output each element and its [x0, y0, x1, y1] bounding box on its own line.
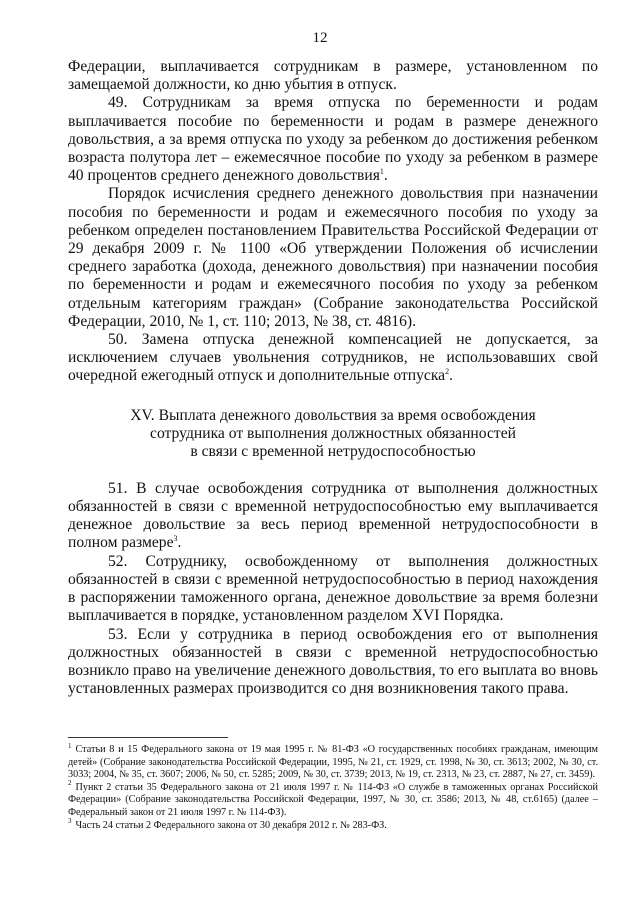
section-heading — [68, 407, 598, 462]
section-heading-line: сотрудника от выполнения должностных обязанностей — [150, 425, 516, 443]
paragraph-continuation: Федерации, выплачивается сотрудникам в размере, установленном по замещаемой должности, ко дню убытия в отпуск. — [68, 58, 598, 94]
footnotes — [68, 741, 598, 832]
footnote-separator — [68, 737, 228, 738]
paragraph-53: 53. Если у сотрудника в период освобождения его от выполнения должностных обязанностей в связи с временной нетрудоспособностью возникло право на увеличение денежного довольствия, то его выплата во вновь установленных размерах производится со дня возникновения такого права. — [68, 625, 598, 698]
footnote-ref-2: 2 — [445, 367, 450, 377]
paragraph-51: 51. В случае освобождения сотрудника от выполнения должностных обязанностей в связи с временной нетрудоспособностью ему выплачивается денежное довольствие за весь период временной нетрудоспособности в полном размере$^3$. — [68, 479, 598, 552]
main-text — [68, 58, 598, 698]
footnote-ref-1: 1 — [379, 167, 384, 177]
paragraph-50: 50. Замена отпуска денежной компенсацией не допускается, за исключением случаев увольнения сотрудников, не использовавших свой очередной ежегодный отпуск и дополнительные отпуска$^2$. — [68, 331, 598, 385]
footnote-ref-3: 3 — [173, 534, 178, 544]
footnote-2: $^2$ Пункт 2 статьи 35 Федерального закона от 21 июля 1997 г. № 114-ФЗ «О службе в таможенных органах Российской Федерации» (Собрание законодательства Российской Федерации, 1997, № 30, ст. 3586; 2013, № 48, ст.6165) (далее – Федеральный закон от 21 июля 1997 г. № 114-ФЗ). — [68, 779, 598, 818]
section-heading-line: XV. Выплата денежного довольствия за время освобождения — [130, 406, 536, 424]
page-number: 12 — [312, 30, 328, 46]
footnote-3: $^3$ Часть 24 статьи 2 Федерального закона от 30 декабря 2012 г. № 283-ФЗ. — [68, 817, 387, 831]
paragraph-49: 49. Сотрудникам за время отпуска по беременности и родам выплачивается пособие по беременности и родам в размере денежного довольствия, а за время отпуска по уходу за ребенком до достижения ребенком возраста полутора лет – ежемесячное пособие по уходу за ребенком в размере 40 процентов среднего денежного довольствия$^1$. — [68, 94, 598, 185]
footnote-1: $^1$ Статьи 8 и 15 Федерального закона от 19 мая 1995 г. № 81-ФЗ «О государственных пособиях гражданам, имеющим детей» (Собрание законодательства Российской Федерации, 1995, № 21, ст. 1929, ст. 1998, № 30, ст. 3613; 2002, № 30, ст. 3033; 2004, № 35, ст. 3607; 2006, № 50, ст. 5285; 2009, № 30, ст. 3739; 2013, № 19, ст. 2313, № 23, ст. 2887, № 27, ст. 3459). — [68, 741, 598, 781]
paragraph-average-calc: Порядок исчисления среднего денежного довольствия при назначении пособия по беременности и родам и ежемесячного пособия по уходу за ребенком определен постановлением Правительства Российской Федерации от 29 декабря 2009 г. № 1100 «Об утверждении Положения об исчислении среднего заработка (дохода, денежного довольствия) при назначении пособия по беременности и родам и ежемесячного пособия по уходу за ребенком отдельным категориям граждан» (Собрание законодательства Российской Федерации, 2010, № 1, ст. 110; 2013, № 38, ст. 4816). — [68, 185, 598, 330]
paragraph-52: 52. Сотруднику, освобожденному от выполнения должностных обязанностей в связи с временной нетрудоспособностью в период нахождения в распоряжении таможенного органа, денежное довольствие за время болезни выплачивается в порядке, установленном разделом XVI Порядка. — [68, 552, 598, 625]
section-heading-line: в связи с временной нетрудоспособностью — [190, 443, 476, 461]
